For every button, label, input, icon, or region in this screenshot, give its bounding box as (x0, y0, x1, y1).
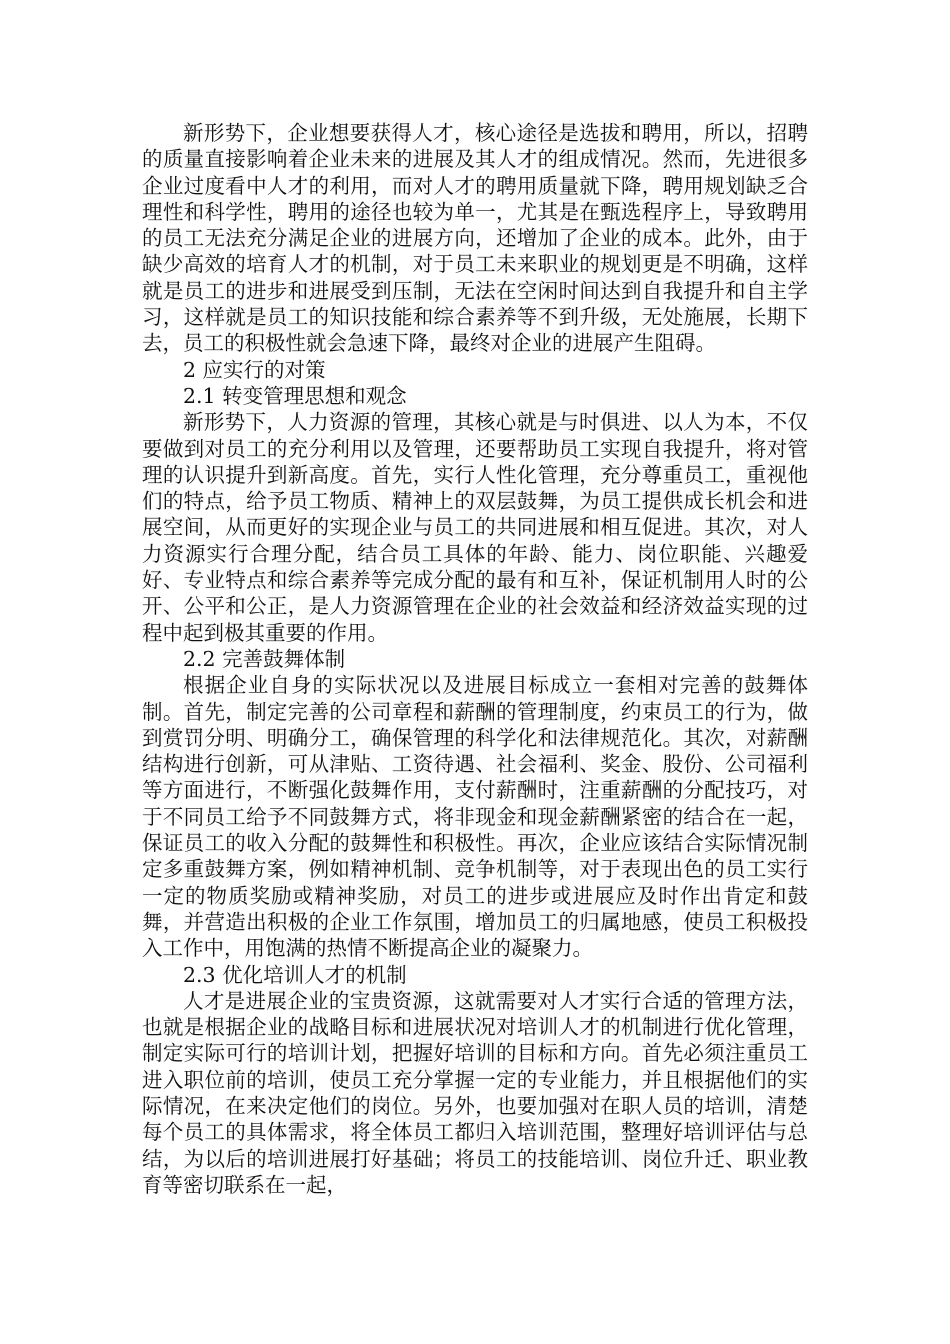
document-body (142, 120, 808, 1198)
paragraph-management-thinking: 新形势下，人力资源的管理，其核心就是与时俱进、以人为本，不仅要做到对员工的充分利用以及管理，还要帮助员工实现自我提升，将对管理的认识提升到新高度。首先，实行人性化管理，充分尊重员工，重视他们的特点，给予员工物质、精神上的双层鼓舞，为员工提供成长机会和进展空间，从而更好的实现企业与员工的共同进展和相互促进。其次，对人力资源实行合理分配，结合员工具体的年龄、能力、岗位职能、兴趣爱好、专业特点和综合素养等完成分配的最有和互补，保证机制用人时的公开、公平和公正，是人力资源管理在企业的社会效益和经济效益实现的过程中起到极其重要的作用。 (142, 410, 808, 645)
section-heading-2-3: 2.3 优化培训人才的机制 (183, 962, 407, 987)
section-heading-2-2: 2.2 完善鼓舞体制 (183, 646, 346, 671)
paragraph-training-mechanism: 人才是进展企业的宝贵资源，这就需要对人才实行合适的管理方法，也就是根据企业的战略目标和进展状况对培训人才的机制进行优化管理，制定实际可行的培训计划，把握好培训的目标和方向。首先必须注重员工进入职位前的培训，使员工充分掌握一定的专业能力，并且根据他们的实际情况，在来决定他们的岗位。另外，也要加强对在职人员的培训，清楚每个员工的具体需求，将全体员工都归入培训范围，整理好培训评估与总结，为以后的培训进展打好基础；将员工的技能培训、岗位升迁、职业教育等密切联系在一起， (142, 988, 808, 1197)
section-heading-2: 2 应实行的对策 (183, 357, 326, 382)
section-heading-2-1: 2.1 转变管理思想和观念 (183, 383, 407, 408)
paragraph-incentive-system: 根据企业自身的实际状况以及进展目标成立一套相对完善的鼓舞体制。首先，制定完善的公司章程和薪酬的管理制度，约束员工的行为，做到赏罚分明、明确分工，确保管理的科学化和法律规范化。其次，对薪酬结构进行创新，可从津贴、工资待遇、社会福利、奖金、股份、公司福利等方面进行，不断强化鼓舞作用，支付薪酬时，注重薪酬的分配技巧，对于不同员工给予不同鼓舞方式，将非现金和现金薪酬紧密的结合在一起，保证员工的收入分配的鼓舞性和积极性。再次，企业应该结合实际情况制定多重鼓舞方案，例如精神机制、竞争机制等，对于表现出色的员工实行一定的物质奖励或精神奖励，对员工的进步或进展应及时作出肯定和鼓舞，并营造出积极的企业工作氛围，增加员工的归属地感，使员工积极投入工作中，用饱满的热情不断提高企业的凝聚力。 (142, 673, 808, 961)
paragraph-recruitment-issues: 新形势下，企业想要获得人才，核心途径是选拔和聘用，所以，招聘的质量直接影响着企业未来的进展及其人才的组成情况。然而，先进很多企业过度看中人才的利用，而对人才的聘用质量就下降，聘用规划缺乏合理性和科学性，聘用的途径也较为单一，尤其是在甄选程序上，导致聘用的员工无法充分满足企业的进展方向，还增加了企业的成本。此外，由于缺少高效的培育人才的机制，对于员工未来职业的规划更是不明确，这样就是员工的进步和进展受到压制，无法在空闲时间达到自我提升和自主学习，这样就是员工的知识技能和综合素养等不到升级，无处施展，长期下去，员工的积极性就会急速下降，最终对企业的进展产生阻碍。 (142, 121, 808, 356)
